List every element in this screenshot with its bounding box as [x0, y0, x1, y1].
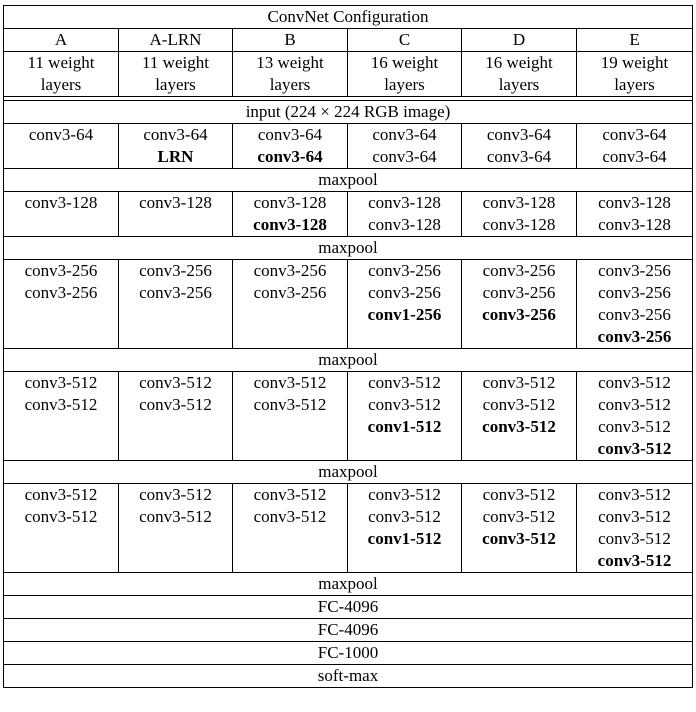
conv-block-1-b — [233, 124, 348, 169]
conv-block-5-a-lrn — [119, 484, 233, 573]
conv-block-2-d — [462, 192, 577, 237]
conv-block-row-2 — [4, 192, 693, 237]
layer-entry: conv3-512 — [139, 485, 212, 504]
fc-layer-2: FC-4096 — [4, 619, 693, 642]
depth-cell-e — [577, 52, 693, 97]
layer-entry: conv3-512 — [368, 395, 441, 414]
layer-entry: conv3-512 — [482, 395, 556, 414]
column-header-b: B — [233, 29, 348, 52]
conv-block-1-d — [462, 124, 577, 169]
conv-block-3-d — [462, 260, 577, 349]
conv-block-3-b — [233, 260, 348, 349]
layer-entry: conv3-512 — [24, 373, 98, 392]
layer-entry: conv3-256 — [253, 261, 327, 280]
maxpool-row — [4, 237, 693, 260]
layer-entry: conv3-64 — [602, 125, 667, 144]
conv-block-4-c — [348, 372, 462, 461]
layer-entry: conv1-512 — [367, 417, 442, 436]
depth-text: layers — [498, 75, 540, 94]
fc-row — [4, 642, 693, 665]
layer-entry: conv3-512 — [139, 395, 212, 414]
layer-entry: conv3-512 — [598, 485, 671, 504]
table-title-row — [4, 6, 693, 29]
conv-block-1-e — [577, 124, 693, 169]
layer-entry: conv3-512 — [597, 551, 672, 570]
conv-block-3-c — [348, 260, 462, 349]
conv-block-2-b — [233, 192, 348, 237]
layer-entry: conv3-512 — [598, 417, 671, 436]
layer-entry: conv3-256 — [24, 261, 98, 280]
layer-entry: conv3-512 — [597, 439, 672, 458]
layer-entry: conv3-256 — [368, 261, 441, 280]
layer-entry: conv3-256 — [253, 283, 327, 302]
conv-block-4-a — [4, 372, 119, 461]
layer-entry: conv3-256 — [598, 283, 671, 302]
layer-entry: conv3-512 — [368, 485, 441, 504]
layer-entry: conv3-512 — [24, 507, 98, 526]
convnet-configuration-table — [3, 5, 693, 688]
depth-text: layers — [384, 75, 425, 94]
conv-block-3-e — [577, 260, 693, 349]
column-header-d: D — [462, 29, 577, 52]
layer-entry: conv3-512 — [253, 373, 327, 392]
layer-entry: conv3-512 — [368, 507, 441, 526]
layer-entry: conv3-512 — [482, 507, 556, 526]
layer-entry: conv3-64 — [257, 125, 323, 144]
layer-entry: conv3-256 — [482, 305, 556, 324]
maxpool-layer: maxpool — [4, 461, 693, 484]
maxpool-layer: maxpool — [4, 237, 693, 260]
layer-entry: conv3-512 — [598, 507, 671, 526]
layer-entry: conv3-512 — [253, 485, 327, 504]
layer-entry: conv3-256 — [139, 283, 212, 302]
conv-block-1-c — [348, 124, 462, 169]
layer-entry: conv3-512 — [598, 395, 671, 414]
layer-entry: conv3-256 — [598, 261, 671, 280]
softmax-layer: soft-max — [4, 665, 693, 688]
depth-text: layers — [155, 75, 196, 94]
depth-text: 16 weight — [370, 53, 439, 72]
depth-cell-d — [462, 52, 577, 97]
layer-entry: conv3-512 — [598, 373, 671, 392]
conv-block-5-d — [462, 484, 577, 573]
conv-block-1-a-lrn — [119, 124, 233, 169]
layer-entry: conv3-512 — [24, 395, 98, 414]
conv-block-4-d — [462, 372, 577, 461]
layer-entry: conv3-128 — [482, 193, 556, 212]
layer-entry: conv3-256 — [368, 283, 441, 302]
column-header-a-lrn: A-LRN — [119, 29, 233, 52]
depth-cell-a — [4, 52, 119, 97]
depth-cell-a-lrn — [119, 52, 233, 97]
layer-entry: conv3-128 — [24, 193, 98, 212]
softmax-row — [4, 665, 693, 688]
layer-entry: conv3-64 — [372, 125, 437, 144]
fc-layer-3: FC-1000 — [4, 642, 693, 665]
maxpool-row — [4, 169, 693, 192]
depth-text: layers — [614, 75, 655, 94]
layer-entry: conv3-512 — [598, 529, 671, 548]
layer-entry: conv3-256 — [597, 327, 672, 346]
layer-entry: conv3-128 — [253, 215, 327, 234]
layer-entry: conv3-512 — [139, 507, 212, 526]
maxpool-layer: maxpool — [4, 573, 693, 596]
layer-entry: conv3-512 — [482, 485, 556, 504]
column-header-e: E — [577, 29, 693, 52]
depth-cell-b — [233, 52, 348, 97]
input-row — [4, 101, 693, 124]
layer-entry: conv3-512 — [24, 485, 98, 504]
layer-entry: conv3-128 — [598, 193, 671, 212]
column-header-row — [4, 29, 693, 52]
layer-entry: conv3-64 — [143, 125, 208, 144]
layer-entry: conv3-256 — [482, 261, 556, 280]
layer-entry: conv3-128 — [139, 193, 212, 212]
layer-entry: conv3-64 — [602, 147, 667, 166]
conv-block-2-a-lrn — [119, 192, 233, 237]
conv-block-row-1 — [4, 124, 693, 169]
fc-layer-1: FC-4096 — [4, 596, 693, 619]
layer-entry: conv3-512 — [482, 373, 556, 392]
conv-block-row-3 — [4, 260, 693, 349]
depth-cell-c — [348, 52, 462, 97]
layer-entry: conv3-512 — [368, 373, 441, 392]
column-header-a: A — [4, 29, 119, 52]
layer-entry: conv3-128 — [482, 215, 556, 234]
layer-entry: conv3-512 — [482, 529, 556, 548]
layer-entry: conv3-512 — [253, 507, 327, 526]
conv-block-3-a — [4, 260, 119, 349]
conv-block-4-e — [577, 372, 693, 461]
layer-entry: conv3-256 — [598, 305, 671, 324]
depth-text: 13 weight — [256, 53, 324, 72]
layer-entry: conv3-512 — [139, 373, 212, 392]
column-header-c: C — [348, 29, 462, 52]
layer-entry: conv3-128 — [368, 215, 441, 234]
depth-text: 16 weight — [485, 53, 553, 72]
layer-entry: conv3-128 — [598, 215, 671, 234]
input-layer: input (224 × 224 RGB image) — [4, 101, 693, 124]
layer-entry: conv1-256 — [367, 305, 442, 324]
conv-block-2-e — [577, 192, 693, 237]
conv-block-5-a — [4, 484, 119, 573]
layer-entry: conv1-512 — [367, 529, 442, 548]
layer-entry: conv3-64 — [486, 147, 552, 166]
fc-row — [4, 619, 693, 642]
depth-row — [4, 52, 693, 97]
conv-block-5-b — [233, 484, 348, 573]
conv-block-row-5 — [4, 484, 693, 573]
maxpool-layer: maxpool — [4, 349, 693, 372]
conv-block-3-a-lrn — [119, 260, 233, 349]
layer-entry: conv3-64 — [372, 147, 437, 166]
layer-entry: conv3-64 — [28, 125, 94, 144]
conv-block-row-4 — [4, 372, 693, 461]
layer-entry: conv3-64 — [257, 147, 323, 166]
layer-entry: conv3-256 — [139, 261, 212, 280]
conv-block-2-a — [4, 192, 119, 237]
depth-text: 19 weight — [600, 53, 669, 72]
maxpool-row — [4, 461, 693, 484]
maxpool-layer: maxpool — [4, 169, 693, 192]
depth-text: layers — [40, 75, 82, 94]
layer-entry: conv3-128 — [253, 193, 327, 212]
layer-entry: conv3-128 — [368, 193, 441, 212]
conv-block-5-c — [348, 484, 462, 573]
layer-entry: conv3-64 — [486, 125, 552, 144]
fc-row — [4, 596, 693, 619]
layer-entry: conv3-512 — [482, 417, 556, 436]
depth-text: 11 weight — [27, 53, 95, 72]
conv-block-4-a-lrn — [119, 372, 233, 461]
layer-entry: conv3-256 — [482, 283, 556, 302]
maxpool-row — [4, 573, 693, 596]
conv-block-4-b — [233, 372, 348, 461]
depth-text: 11 weight — [142, 53, 209, 72]
layer-entry: LRN — [157, 147, 194, 166]
layer-entry: conv3-512 — [253, 395, 327, 414]
conv-block-5-e — [577, 484, 693, 573]
table-title: ConvNet Configuration — [4, 6, 693, 29]
maxpool-row — [4, 349, 693, 372]
layer-entry: conv3-256 — [24, 283, 98, 302]
conv-block-1-a — [4, 124, 119, 169]
depth-text: layers — [269, 75, 311, 94]
conv-block-2-c — [348, 192, 462, 237]
